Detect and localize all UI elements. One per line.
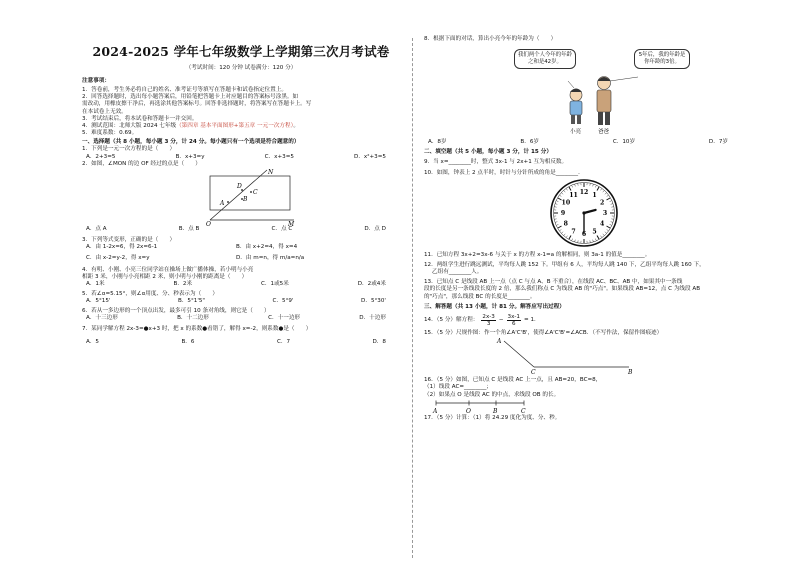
option: C．10岁 — [612, 139, 636, 146]
clock-number: 5 — [592, 228, 597, 236]
q8-people — [424, 43, 744, 139]
dad-figure — [597, 77, 611, 126]
q14-fraction-2 — [507, 314, 521, 327]
left-column — [82, 78, 400, 346]
q15-ray-ca — [504, 341, 534, 367]
q10-text: 10．如图，钟表上 2 点半时，时针与分针所成的角是________． — [424, 169, 584, 176]
section1-heading: 一、选择题（共 8 小题，每小题 3 分，计 24 分。每小题只有一个选项是符合题意的） — [82, 139, 300, 146]
q1-options — [82, 154, 386, 161]
q8-figure — [424, 43, 744, 139]
q2-label-a: A — [220, 199, 225, 207]
option: A．5°15' — [86, 298, 111, 305]
option: D．7岁 — [708, 139, 728, 146]
option: B．x+3=y — [175, 153, 205, 160]
q3-options — [82, 244, 386, 262]
clock-number: 9 — [560, 209, 566, 217]
clock-number: 3 — [602, 209, 608, 217]
option: D．5°30' — [361, 298, 386, 305]
q8-bubble-right: 5年后，我的年龄是你年龄的3倍。 — [634, 49, 690, 69]
note-line: 3．考试结束后，将本试卷和答题卡一并交回。 — [82, 115, 198, 122]
q8-bubble-left: 我们两个人今年的年龄之和是42岁。 — [514, 49, 576, 69]
clock-number: 2 — [600, 199, 605, 207]
q16-segment-figure — [424, 399, 744, 415]
clock-face — [548, 177, 620, 249]
clock-number: 10 — [561, 199, 571, 207]
q14-prefix: 14．（5 分）解方程： — [424, 316, 479, 323]
clock-number: 6 — [581, 230, 587, 238]
q2-label-c: C — [253, 188, 258, 196]
option: A．2+3=5 — [86, 153, 116, 160]
clock-number: 1 — [592, 191, 597, 199]
q4-options — [82, 281, 386, 288]
q2-point-a — [227, 201, 229, 203]
q2-label-m: M — [288, 220, 295, 226]
option: D．点 D — [364, 225, 386, 232]
q7-stem: 7．某同学解方程 2x-3=●x+3 时，把 x 的系数●看错了，解得 x=-2，则系数●是（ ） — [82, 325, 312, 332]
q16-label-o: O — [466, 407, 471, 415]
q14-equals: = 1． — [524, 316, 540, 323]
q8-options — [424, 139, 728, 146]
q14-f2-num: 3x-1 — [507, 313, 520, 320]
exam-subtitle: （考试时间：120 分钟 试卷满分：120 分） — [185, 65, 297, 71]
notes-heading: 注意事项： — [82, 78, 110, 84]
clock-number: 7 — [571, 228, 576, 236]
q14-f1-num: 2x-3 — [482, 313, 495, 320]
q1-stem: 1．下列是一元一次方程的是（ ） — [82, 146, 176, 153]
option: C．1或5米 — [261, 280, 289, 287]
option: B．2米 — [173, 280, 193, 287]
q16-line3: （2）如果点 O 是线段 AC 的中点，求线段 OB 的长。 — [424, 391, 560, 398]
option: C．点 C — [271, 225, 293, 232]
option: A．5 — [86, 338, 99, 345]
clock-number: 4 — [600, 220, 605, 228]
note-line: 在本试卷上无效。 — [82, 108, 127, 115]
option: D．x²+3=5 — [354, 153, 386, 160]
q10-clock-wrap — [424, 177, 744, 249]
q15-text: 15．（5 分）尺规作图：作一个角∠A'C'B'，使得∠A'C'B'=∠ACB．（不写作法，保留作图痕迹） — [424, 330, 663, 337]
q2-label-n: N — [268, 168, 274, 176]
option: C．5°9' — [272, 298, 294, 305]
clock-number: 12 — [579, 188, 589, 196]
bubble-pointer-left — [568, 81, 574, 88]
q14-f2-den: 6 — [511, 321, 516, 328]
option: A．8岁 — [428, 139, 447, 146]
note-line: 2．回答选择题时，选出每小题答案后，用铅笔把答题卡上对应题目的答案标号涂黑。如 — [82, 94, 299, 101]
q3-stem: 3．下列等式变形，正确的是（ ） — [82, 237, 176, 244]
q2-label-b: B — [243, 195, 248, 203]
option: B．6岁 — [520, 139, 540, 146]
option: A．1米 — [86, 280, 105, 287]
option: C．十一边形 — [268, 315, 301, 322]
q2-figure — [82, 168, 400, 226]
exam-title: 2024-2025 学年七年级数学上学期第三次月考试卷 — [92, 44, 390, 59]
q2-ray-on — [210, 170, 267, 220]
clock-number: 8 — [563, 220, 568, 228]
option: A．十三边形 — [86, 315, 118, 322]
column-divider — [412, 38, 413, 558]
q2-point-c — [250, 191, 252, 193]
right-column — [424, 36, 744, 422]
option: B．点 B — [178, 225, 200, 232]
option: A．由 1-2x=6，得 2x=6-1 — [86, 244, 158, 251]
option: B．5°1'5" — [177, 298, 205, 305]
option: B．由 x+2=4，得 x=4 — [236, 244, 298, 251]
q2-stem: 2．如图，∠MON 的边 OF 经过的点是（ ） — [82, 160, 201, 167]
q15-label-a: A — [497, 338, 502, 346]
q14-row — [424, 314, 744, 327]
option: C．由 x-2=y-2，得 x=y — [86, 255, 150, 262]
section2-heading: 二、填空题（共 5 小题，每小题 3 分，计 15 分） — [424, 149, 552, 156]
q14-f1-den: 3 — [486, 321, 491, 328]
q16-line2: （1）线段 AC=________； — [424, 384, 493, 391]
q8-name-left: 小亮 — [570, 129, 582, 136]
note-line: 5．难度系数：0.69。 — [82, 130, 138, 137]
option: B．十二边形 — [177, 315, 209, 322]
q16-label-b: B — [493, 407, 498, 415]
q6-stem: 6．若从一多边形的一个顶点出发，最多可引 10 条对角线，则它是（ ） — [82, 308, 270, 315]
q16-label-c: C — [521, 407, 526, 415]
scope-prefix: 4．测试范围：北师大版 2024 七年级 — [82, 122, 177, 129]
q4-stem-line2: 相距 3 米，小刚与小亮相距 2 米，则小明与小刚的距离是（ ） — [82, 273, 248, 280]
bubble-pointer-right — [610, 77, 638, 81]
q14-fraction-1 — [481, 314, 495, 327]
q9-text: 9．当 x=________时，整式 3x-1 与 2x+1 互为相反数。 — [424, 159, 568, 166]
q6-options — [82, 315, 386, 322]
q7-options — [82, 339, 386, 346]
scope-range: （第四章 基本平面图形+第五章 一元一次方程） — [176, 122, 294, 129]
option: C．x+3=5 — [264, 153, 294, 160]
clock-number: 11 — [569, 191, 578, 199]
q13-line1: 13．已知点 C 是线段 AB 上一点（点 C 与点 A、B 不重合），在线段 AC、BC、AB 中，如果其中一条线 — [424, 279, 683, 286]
q4-stem-line1: 4．有明、小刚、小亮三位同学站在操场上做广播体操，若小明与小亮 — [82, 266, 254, 273]
option: D．2或4米 — [357, 280, 386, 287]
q11-text: 11．已知方程 3x+2=3x-6 与关于 x 的方程 x-1=a 的解相同，则 3a-1 的值是________。 — [424, 251, 651, 258]
q8-name-right: 爸爸 — [598, 129, 610, 136]
q15-angle-figure — [424, 337, 744, 375]
q16-label-a: A — [433, 407, 438, 415]
note-line: 需改动，用橡皮擦干净后，再选涂其他答案标号。回答非选择题时，将答案写在答题卡上。写 — [82, 101, 312, 108]
q14-minus: − — [498, 316, 504, 323]
section3-heading: 三、解答题（共 13 小题，计 81 分。解答应写出过程） — [424, 303, 565, 310]
q5-options — [82, 298, 386, 305]
q15-label-b: B — [628, 369, 633, 376]
q17-text: 17．（5 分）计算：（1）将 24.29 度化为度、分、秒。 — [424, 414, 561, 421]
q12-line2: 乙组有________人。 — [432, 269, 483, 276]
option: A．点 A — [86, 225, 107, 232]
option: D．由 m=n，得 m/a=n/a — [236, 255, 305, 262]
q2-label-d: D — [237, 182, 242, 190]
clock-center — [582, 211, 585, 214]
note-line: 1．答卷前，考生务必将自己的姓名、准考证号等填写在答题卡和试卷指定位置上。 — [82, 87, 287, 94]
q15-label-c: C — [531, 369, 536, 376]
q5-stem: 5．若∠α=5.15°，则∠α用度、分、秒表示为（ ） — [82, 290, 218, 297]
q16-line1: 16．（5 分）如图，已知点 C 是线段 AC 上一点，且 AB=20，BC=8， — [424, 377, 602, 384]
q13-line2: 段的长度是另一条线段长度的 2 倍，那么我们称点 C 为线段 AB 的"巧点"。如果线段 AB=12，点 C 为线段 AB — [424, 286, 701, 293]
q2-options — [82, 226, 386, 233]
q2-label-o: O — [206, 220, 211, 226]
q8-stem: 8．根据下面的对话，算出小亮今年的年龄为（ ） — [424, 36, 557, 42]
option: D．十边形 — [359, 315, 386, 322]
option: C．7 — [276, 338, 291, 345]
q12-line1: 12．两组学生进行跳远测试，平均每人跳 152 下。甲组有 6 人，平均每人跳 140 下，乙组平均每人跳 160 下， — [424, 261, 705, 268]
q13-line3: 的"巧点"，那么线段 BC 的长度是________。 — [424, 293, 536, 300]
option: D．8 — [372, 338, 386, 345]
kid-figure — [570, 89, 582, 125]
scope-suffix: 。 — [293, 122, 300, 129]
option: B．6 — [181, 338, 195, 345]
